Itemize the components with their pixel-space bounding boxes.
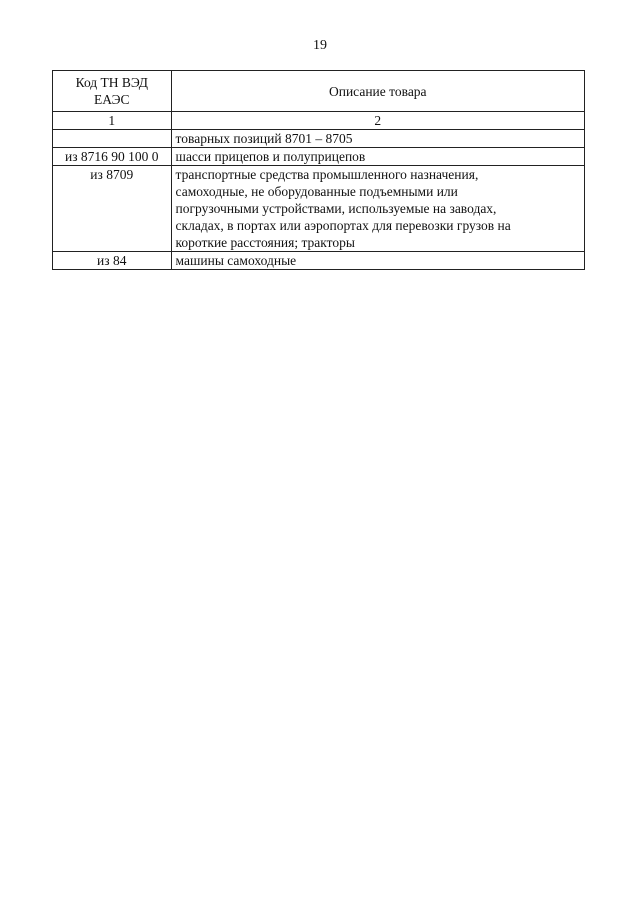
table-row	[53, 166, 585, 252]
column-number: 1	[53, 112, 172, 130]
header-code-line: ЕАЭС	[93, 92, 130, 107]
header-code	[53, 71, 172, 112]
table-row	[53, 130, 585, 148]
row-code: из 8709	[53, 166, 172, 252]
description-line: самоходные, не оборудованные подъемными или	[175, 184, 458, 199]
row-code: из 84	[53, 252, 172, 270]
row-description	[171, 148, 584, 166]
description-line: товарных позиций 8701 – 8705	[175, 131, 353, 146]
goods-table	[52, 70, 585, 270]
page-number: 19	[313, 38, 327, 53]
description-line: складах, в портах или аэропортах для перевозки грузов на	[175, 218, 511, 233]
row-description	[171, 130, 584, 148]
header-code-line: Код ТН ВЭД	[75, 75, 148, 90]
column-number: 2	[171, 112, 584, 130]
description-line: погрузочными устройствами, используемые на заводах,	[175, 201, 497, 216]
table-row	[53, 148, 585, 166]
description-line: короткие расстояния; тракторы	[175, 235, 355, 250]
row-code: из 8716 90 100 0	[53, 148, 172, 166]
header-description: Описание товара	[171, 71, 584, 112]
description-line: машины самоходные	[175, 253, 297, 268]
row-description	[171, 252, 584, 270]
row-code	[53, 130, 172, 148]
row-description	[171, 166, 584, 252]
table-header-row	[53, 71, 585, 112]
description-line: шасси прицепов и полуприцепов	[175, 149, 366, 164]
description-line: транспортные средства промышленного назначения,	[175, 167, 479, 182]
table-row	[53, 252, 585, 270]
column-numbers-row	[53, 112, 585, 130]
